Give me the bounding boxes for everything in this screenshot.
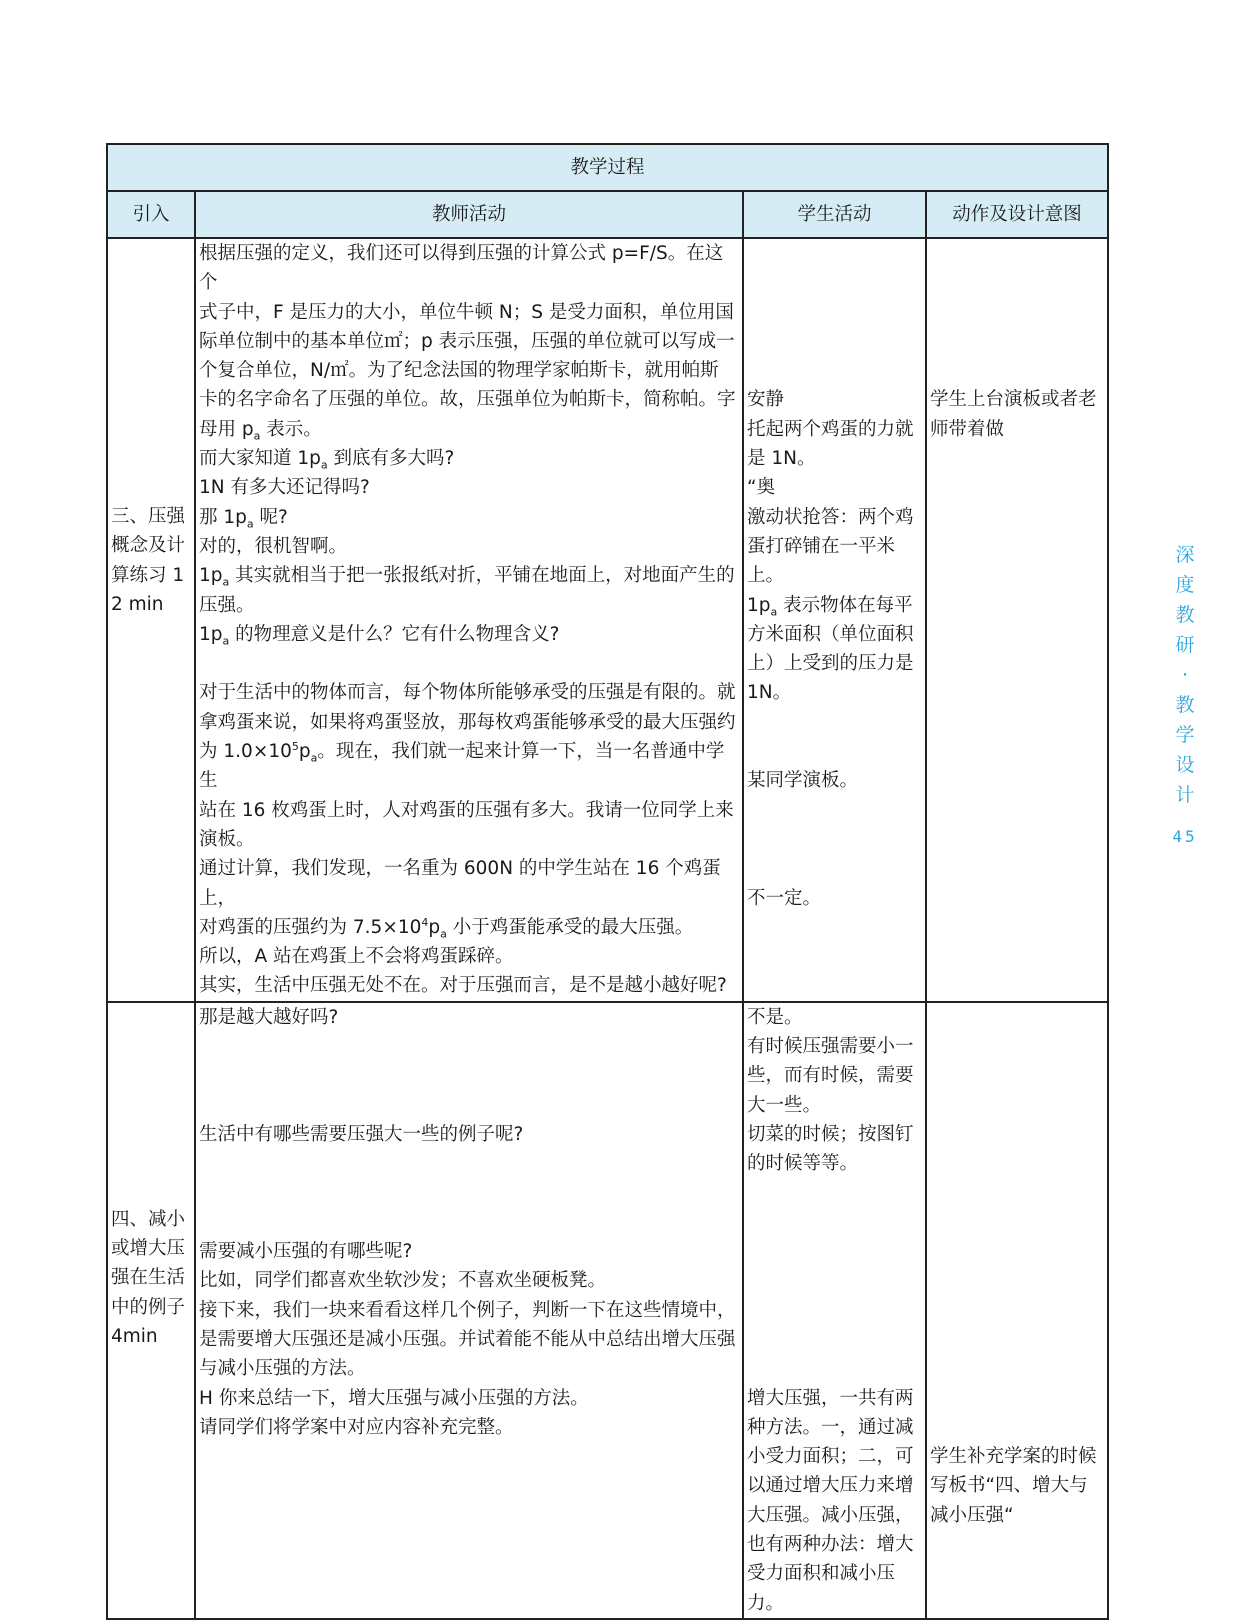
cell-text-line: 根据压强的定义，我们还可以得到压强的计算公式 p=F/S。在这个	[199, 243, 724, 294]
table-header-row	[107, 191, 1108, 238]
side-label-char: 教	[1175, 604, 1195, 626]
cell-text-line	[930, 1296, 1104, 1325]
cell-text-line: 受力面积和减小压力。	[747, 1563, 896, 1614]
cell-text-line: 大压强。减小压强，	[747, 1504, 914, 1526]
cell-text-line	[747, 327, 922, 356]
table-row	[107, 1002, 1108, 1619]
cell-text-line	[747, 854, 922, 883]
stage-label: 三、压强概念及计算练习 12 min	[111, 506, 186, 615]
cell-text-line: $1p_a$ 表示物体在每平	[747, 594, 913, 619]
cell-text-line: 1N。	[747, 682, 792, 704]
cell-text-line: 那是越大越好吗?	[199, 1006, 339, 1028]
side-label-char: 研	[1175, 634, 1195, 656]
cell-text-line: 不一定。	[747, 887, 822, 909]
cell-text-line: 增大压强，一共有两	[747, 1387, 914, 1409]
cell-text-line	[930, 1266, 1104, 1295]
design-intent-cell	[926, 1002, 1108, 1619]
cell-text-line	[747, 825, 922, 854]
cell-text-line	[747, 796, 922, 825]
cell-text-line	[930, 1149, 1104, 1178]
side-label-char: ·	[1181, 664, 1189, 686]
cell-text-line	[199, 1179, 739, 1208]
cell-text-line: 个复合单位，N/㎡。为了纪念法国的物理学家帕斯卡，就用帕斯	[199, 360, 719, 382]
header-stage: 引入	[107, 191, 195, 238]
cell-text-line	[199, 649, 739, 678]
cell-text-line: 以通过增大压力来增	[747, 1475, 914, 1497]
cell-text-line: 需要减小压强的有哪些呢?	[199, 1241, 413, 1263]
cell-text-line: 演板。	[199, 828, 255, 850]
cell-text-line: 方米面积（单位面积	[747, 623, 914, 645]
cell-text-line	[747, 356, 922, 385]
cell-text-line	[747, 1266, 922, 1295]
cell-text-line	[199, 1032, 739, 1061]
cell-text-line: 而大家知道 $1p_a$ 到底有多大吗?	[199, 448, 455, 472]
cell-text-line: 请同学们将学案中对应内容补充完整。	[199, 1416, 514, 1438]
cell-text-line	[747, 239, 922, 268]
cell-text-line	[747, 1354, 922, 1383]
side-section-label	[1170, 540, 1200, 810]
cell-text-line: 些，而有时候，需要	[747, 1065, 914, 1087]
cell-text-line	[199, 1061, 739, 1090]
header-student-activity: 学生活动	[743, 191, 926, 238]
cell-text-line	[747, 1325, 922, 1354]
page-number: 45	[1172, 827, 1198, 846]
table-title: 教学过程	[107, 144, 1108, 191]
cell-text-line: 为 $1.0\times 10^5p_a$。现在，我们就一起来计算一下，当一名普通中学生	[199, 739, 725, 792]
side-label-char: 设	[1175, 754, 1195, 776]
side-label-char: 度	[1175, 574, 1195, 596]
cell-text-line: 际单位制中的基本单位㎡；p 表示压强，压强的单位就可以写成一	[199, 330, 735, 352]
table-title-row	[107, 144, 1108, 191]
cell-text-line: 其实，生活中压强无处不在。对于压强而言，是不是越小越好呢?	[199, 975, 727, 997]
cell-text-line	[930, 1032, 1104, 1061]
cell-text-line: 小受力面积；二，可	[747, 1446, 914, 1468]
cell-text-line	[747, 298, 922, 327]
cell-text-line: 上）上受到的压力是	[747, 653, 914, 675]
cell-text-line: 母用 $p_a$ 表示。	[199, 418, 322, 443]
cell-text-line: 也有两种办法：增大	[747, 1534, 914, 1556]
cell-text-line: 蛋打碎铺在一平米	[747, 535, 896, 557]
cell-text-line: 切菜的时候；按图钉	[747, 1123, 914, 1145]
cell-text-line: 有时候压强需要小一	[747, 1036, 914, 1058]
cell-text-line: 安静	[747, 389, 785, 411]
cell-text-line: 接下来，我们一块来看看这样几个例子，判断一下在这些情境中，	[199, 1299, 736, 1321]
cell-text-line: 师带着做	[930, 418, 1005, 440]
cell-text-line: 对的，很机智啊。	[199, 535, 348, 557]
cell-text-line: 拿鸡蛋来说，如果将鸡蛋竖放，那每枚鸡蛋能够承受的最大压强约	[199, 711, 736, 733]
cell-text-line: 那 $1p_a$ 呢?	[199, 506, 288, 531]
cell-text-line: 学生上台演板或者老	[930, 389, 1097, 411]
cell-text-line	[930, 1208, 1104, 1237]
cell-text-line	[930, 356, 1104, 385]
side-label-char: 深	[1175, 544, 1195, 566]
cell-text-line: 对于生活中的物体而言，每个物体所能够承受的压强是有限的。就	[199, 682, 736, 704]
cell-text-line: H 你来总结一下，增大压强与减小压强的方法。	[199, 1387, 589, 1409]
stage-cell	[107, 1002, 195, 1619]
cell-text-line	[930, 327, 1104, 356]
stage-cell	[107, 238, 195, 1002]
cell-text-line: 学生补充学案的时候	[930, 1446, 1097, 1468]
cell-text-line	[747, 1296, 922, 1325]
student-activity-cell	[743, 1002, 926, 1619]
cell-text-line	[930, 1237, 1104, 1266]
cell-text-line: $1p_a$ 的物理意义是什么？它有什么物理含义?	[199, 623, 560, 648]
table-row	[107, 238, 1108, 1002]
header-design-intent: 动作及设计意图	[926, 191, 1108, 238]
cell-text-line	[930, 1325, 1104, 1354]
cell-text-line	[747, 1208, 922, 1237]
cell-text-line: 对鸡蛋的压强约为 $7.5\times 10^4p_a$ 小于鸡蛋能承受的最大压强。	[199, 915, 694, 941]
cell-text-line	[930, 1354, 1104, 1383]
student-activity-cell	[743, 238, 926, 1002]
cell-text-line	[930, 1003, 1104, 1032]
cell-text-line: 种方法。一，通过减	[747, 1416, 914, 1438]
cell-text-line: 上。	[747, 565, 785, 587]
cell-text-line	[930, 1061, 1104, 1090]
cell-text-line: “奥	[747, 477, 776, 499]
cell-text-line: 通过计算，我们发现，一名重为 600N 的中学生站在 16 个鸡蛋上，	[199, 858, 721, 909]
cell-text-line	[930, 239, 1104, 268]
cell-text-line: 生活中有哪些需要压强大一些的例子呢?	[199, 1123, 524, 1145]
cell-text-line: 不是。	[747, 1006, 803, 1028]
cell-text-line: 式子中，F 是压力的大小，单位牛顿 N；S 是受力面积，单位用国	[199, 301, 734, 323]
cell-text-line	[747, 737, 922, 766]
teacher-activity-cell	[195, 1002, 743, 1619]
lesson-process-table	[106, 143, 1109, 1620]
cell-text-line: $1p_a$ 其实就相当于把一张报纸对折，平铺在地面上，对地面产生的	[199, 565, 735, 589]
cell-text-line: 写板书“四、增大与	[930, 1475, 1088, 1497]
cell-text-line: 1N 有多大还记得吗?	[199, 477, 370, 499]
cell-text-line: 某同学演板。	[747, 770, 859, 792]
cell-text-line: 大一些。	[747, 1094, 822, 1116]
cell-text-line	[930, 1384, 1104, 1413]
cell-text-line: 比如，同学们都喜欢坐软沙发；不喜欢坐硬板凳。	[199, 1270, 607, 1292]
side-label-char: 教	[1175, 694, 1195, 716]
cell-text-line	[199, 1208, 739, 1237]
cell-text-line	[930, 1179, 1104, 1208]
cell-text-line	[199, 1091, 739, 1120]
cell-text-line: 的时候等等。	[747, 1153, 859, 1175]
cell-text-line	[199, 1149, 739, 1178]
cell-text-line: 激动状抢答：两个鸡	[747, 506, 914, 528]
cell-text-line: 压强。	[199, 594, 255, 616]
cell-text-line	[930, 1091, 1104, 1120]
cell-text-line: 减小压强“	[930, 1504, 1014, 1526]
teacher-activity-cell	[195, 238, 743, 1002]
cell-text-line	[747, 708, 922, 737]
cell-text-line	[930, 1413, 1104, 1442]
cell-text-line: 卡的名字命名了压强的单位。故，压强单位为帕斯卡，简称帕。字	[199, 389, 736, 411]
cell-text-line	[930, 268, 1104, 297]
cell-text-line: 与减小压强的方法。	[199, 1358, 366, 1380]
cell-text-line: 所以，A 站在鸡蛋上不会将鸡蛋踩碎。	[199, 946, 514, 968]
cell-text-line	[747, 268, 922, 297]
stage-label: 四、减小或增大压强在生活中的例子 4min	[111, 1208, 186, 1347]
cell-text-line	[930, 298, 1104, 327]
cell-text-line: 托起两个鸡蛋的力就	[747, 418, 914, 440]
cell-text-line: 是 1N。	[747, 448, 816, 470]
cell-text-line	[747, 1237, 922, 1266]
cell-text-line: 站在 16 枚鸡蛋上时，人对鸡蛋的压强有多大。我请一位同学上来	[199, 799, 734, 821]
design-intent-cell	[926, 238, 1108, 1002]
side-label-char: 学	[1175, 724, 1195, 746]
header-teacher-activity: 教师活动	[195, 191, 743, 238]
cell-text-line	[930, 1120, 1104, 1149]
side-label-char: 计	[1175, 784, 1195, 806]
cell-text-line: 是需要增大压强还是减小压强。并试着能不能从中总结出增大压强	[199, 1328, 736, 1350]
cell-text-line	[747, 1179, 922, 1208]
